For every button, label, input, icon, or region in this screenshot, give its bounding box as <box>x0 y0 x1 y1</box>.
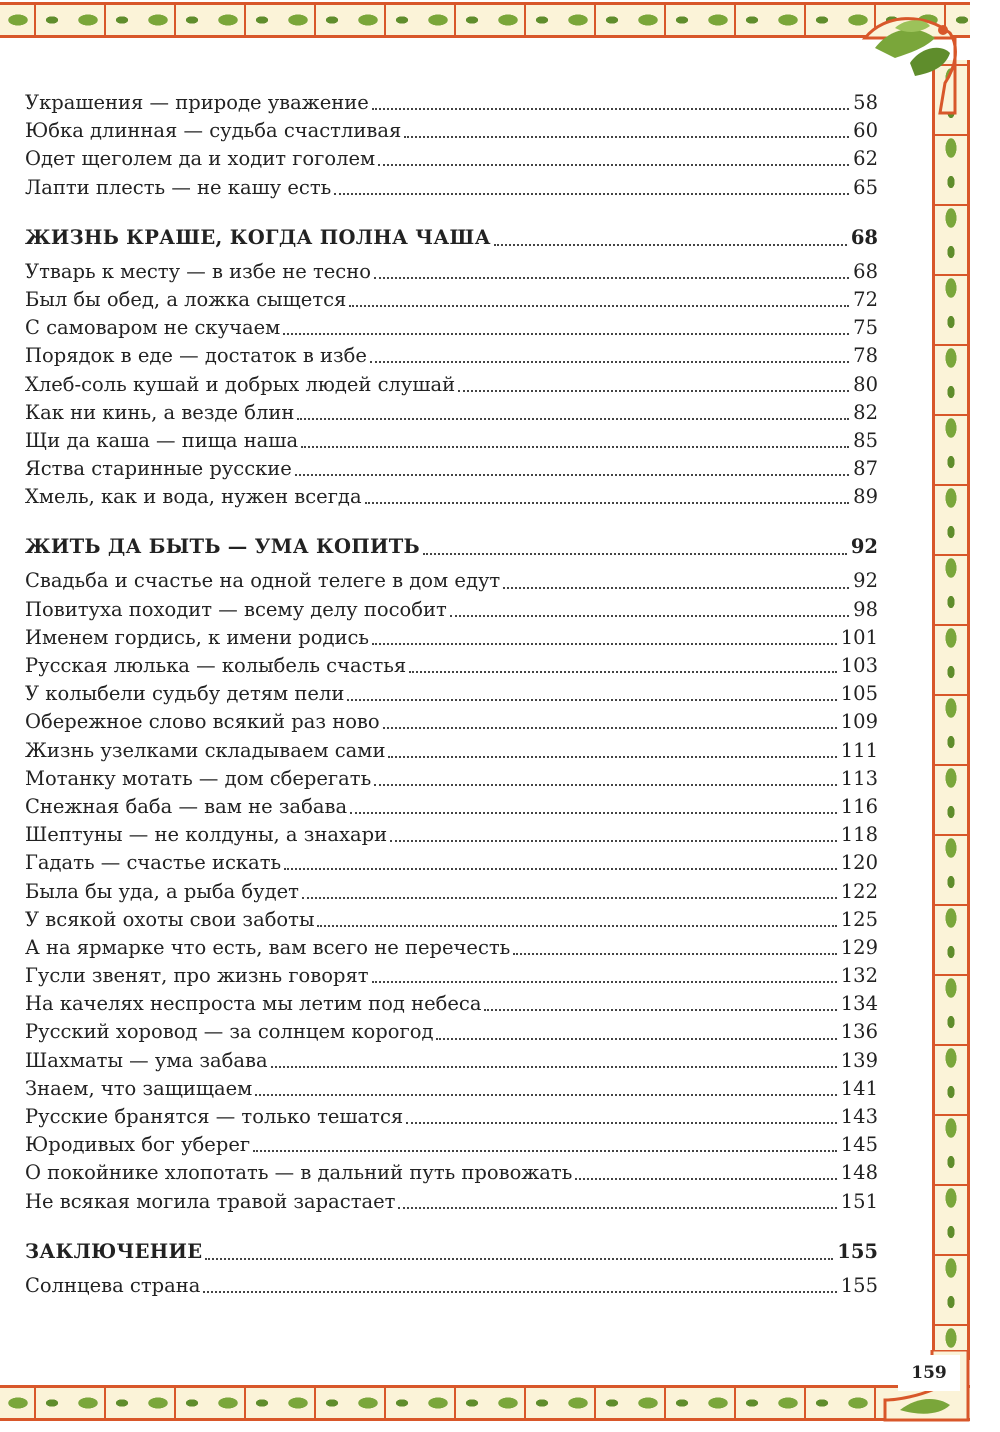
dot-leader <box>205 1258 833 1260</box>
toc-entry-title: Одет щеголем да и ходит гоголем <box>25 147 376 171</box>
toc-entry-title: У всякой охоты свои заботы <box>25 907 315 931</box>
toc-entry-page: 72 <box>853 287 878 311</box>
toc-entry-page: 103 <box>840 654 878 677</box>
toc-entry-page: 143 <box>840 1105 878 1128</box>
toc-entry-title: Украшения — природе уважение <box>25 91 369 114</box>
toc-entry <box>25 821 878 849</box>
toc-entry-title: Как ни кинь, а везде блин <box>25 400 295 424</box>
dot-leader <box>347 699 836 701</box>
toc-entry <box>25 624 878 652</box>
toc-entry-page: 122 <box>840 879 878 903</box>
ornament-border-bottom <box>0 1385 970 1421</box>
toc-entry <box>25 314 878 342</box>
dot-leader <box>374 277 849 279</box>
toc-entry <box>25 1188 878 1216</box>
toc-entry-page: 139 <box>840 1048 878 1072</box>
dot-leader <box>423 553 847 555</box>
dot-leader <box>370 361 849 363</box>
toc-entry-page: 113 <box>840 766 878 790</box>
ornament-border-right <box>932 60 970 1360</box>
toc-entry-page: 78 <box>853 344 878 368</box>
dot-leader <box>494 244 847 246</box>
toc-entry-page: 68 <box>850 225 878 249</box>
dot-leader <box>388 756 836 758</box>
toc-entry <box>25 567 878 595</box>
toc-entry-title: Мотанку мотать — дом сберегать <box>25 766 372 790</box>
toc-entry <box>25 990 878 1018</box>
dot-leader <box>374 784 837 786</box>
dot-leader <box>398 1207 836 1209</box>
toc-entry <box>25 1018 878 1046</box>
dot-leader <box>390 840 837 842</box>
toc-entry-page: 118 <box>840 823 878 847</box>
dot-leader <box>513 953 836 955</box>
toc-entry <box>25 765 878 793</box>
toc-entry-page: 155 <box>840 1273 878 1297</box>
toc-entry-title: У колыбели судьбу детям пели <box>25 682 345 706</box>
toc-entry-page: 65 <box>853 175 878 199</box>
toc-entry-page: 60 <box>853 119 878 143</box>
toc-entry <box>25 286 878 314</box>
toc-entry <box>25 371 878 399</box>
toc-entry-title: Яства старинные русские <box>25 457 292 481</box>
toc-entry-title: Щи да каша — пища наша <box>25 428 299 452</box>
dot-leader <box>255 1094 836 1096</box>
toc-entry <box>25 117 878 145</box>
toc-entry <box>25 680 878 708</box>
page-number: 159 <box>898 1355 960 1391</box>
toc-entry <box>25 652 878 680</box>
toc-entry-title: Русские бранятся — только тешатся <box>25 1105 404 1128</box>
toc-section-heading <box>25 1238 878 1268</box>
toc-entry-page: 141 <box>840 1076 878 1100</box>
toc-entry-title: Русский хоровод — за солнцем корогод <box>25 1020 434 1044</box>
dot-leader <box>253 1150 837 1152</box>
toc-entry-title: Свадьба и счастье на одной телеге в дом едут <box>25 569 501 593</box>
toc-entry-page: 105 <box>840 682 878 706</box>
toc-entry-page: 111 <box>840 738 878 762</box>
toc-entry-title: Знаем, что защищаем <box>25 1076 253 1100</box>
toc-entry-page: 132 <box>840 964 878 988</box>
toc-entry-title: Солнцева страна <box>25 1273 201 1297</box>
toc-entry <box>25 962 878 990</box>
toc-entry-page: 87 <box>853 457 878 481</box>
toc-entry <box>25 483 878 511</box>
dot-leader <box>372 108 849 110</box>
dot-leader <box>302 897 837 899</box>
dot-leader <box>297 418 849 420</box>
toc-entry-title: На качелях неспроста мы летим под небеса <box>25 992 482 1016</box>
toc-entry-title: Порядок в еде — достаток в избе <box>25 344 367 368</box>
toc-entry-title: Снежная баба — вам не забава <box>25 794 348 818</box>
dot-leader <box>450 615 849 617</box>
dot-leader <box>271 1066 837 1068</box>
dot-leader <box>317 925 836 927</box>
toc-entry <box>25 906 878 934</box>
toc-entry-page: 98 <box>853 597 878 621</box>
toc-entry-title: ЖИЗНЬ КРАШЕ, КОГДА ПОЛНА ЧАША <box>25 225 491 249</box>
toc-entry-title: ЗАКЛЮЧЕНИЕ <box>25 1239 203 1263</box>
toc-entry <box>25 145 878 173</box>
toc-entry-title: Повитуха походит — всему делу пособит <box>25 597 447 621</box>
dot-leader <box>406 1122 837 1124</box>
dot-leader <box>484 1009 836 1011</box>
toc-entry <box>25 849 878 877</box>
toc-entry <box>25 174 878 202</box>
dot-leader <box>436 1038 836 1040</box>
dot-leader <box>284 868 837 870</box>
toc-entry-page: 120 <box>840 851 878 875</box>
toc-entry-title: Гадать — счастье искать <box>25 851 282 875</box>
toc-entry-title: Была бы уда, а рыба будет <box>25 879 299 903</box>
toc-entry-title: Утварь к месту — в избе не тесно <box>25 259 371 283</box>
toc-entry-title: Обережное слово всякий раз ново <box>25 710 380 734</box>
dot-leader <box>301 446 849 448</box>
toc-entry-page: 134 <box>840 992 878 1016</box>
toc-entry-page: 151 <box>840 1189 878 1213</box>
dot-leader <box>372 981 837 983</box>
toc-entry <box>25 793 878 821</box>
toc-entry <box>25 737 878 765</box>
toc-entry <box>25 89 878 117</box>
table-of-contents <box>25 89 878 1300</box>
toc-entry-title: Русская люлька — колыбель счастья <box>25 654 407 677</box>
toc-entry <box>25 455 878 483</box>
dot-leader <box>383 727 837 729</box>
toc-entry-page: 82 <box>853 400 878 424</box>
toc-entry <box>25 934 878 962</box>
toc-entry <box>25 596 878 624</box>
toc-entry-page: 145 <box>840 1133 878 1157</box>
dot-leader <box>334 193 849 195</box>
toc-entry-title: Хмель, как и вода, нужен всегда <box>25 485 362 509</box>
toc-section-heading <box>25 224 878 254</box>
toc-entry <box>25 1131 878 1159</box>
toc-entry <box>25 1075 878 1103</box>
toc-entry-title: Именем гордись, к имени родись <box>25 625 370 649</box>
toc-entry-page: 125 <box>840 907 878 931</box>
dot-leader <box>349 305 849 307</box>
toc-entry-page: 75 <box>853 316 878 340</box>
toc-entry-page: 58 <box>853 91 878 114</box>
dot-leader <box>203 1291 836 1293</box>
toc-entry-page: 92 <box>850 535 878 559</box>
toc-entry-page: 116 <box>840 794 878 818</box>
toc-entry-page: 85 <box>853 428 878 452</box>
toc-entry-page: 68 <box>853 259 878 283</box>
dot-leader <box>409 671 837 673</box>
toc-entry <box>25 399 878 427</box>
toc-entry <box>25 1047 878 1075</box>
toc-entry-title: Юбка длинная — судьба счастливая <box>25 119 402 143</box>
toc-entry <box>25 878 878 906</box>
dot-leader <box>378 164 849 166</box>
toc-entry-page: 92 <box>853 569 878 593</box>
dot-leader <box>350 812 837 814</box>
toc-entry <box>25 1159 878 1187</box>
toc-entry <box>25 258 878 286</box>
dot-leader <box>295 474 849 476</box>
toc-entry-title: О покойнике хлопотать — в дальний путь провожать <box>25 1161 573 1185</box>
toc-entry-title: ЖИТЬ ДА БЫТЬ — УМА КОПИТЬ <box>25 535 420 559</box>
ornament-border-top <box>0 2 970 38</box>
toc-entry-title: Шахматы — ума забава <box>25 1048 268 1072</box>
toc-entry-page: 62 <box>853 147 878 171</box>
toc-entry-title: А на ярмарке что есть, вам всего не перечесть <box>25 935 511 959</box>
toc-entry-title: Не всякая могила травой зарастает <box>25 1189 396 1213</box>
toc-entry-page: 89 <box>853 485 878 509</box>
toc-entry-page: 109 <box>840 710 878 734</box>
toc-entry <box>25 342 878 370</box>
toc-entry-page: 80 <box>853 372 878 396</box>
toc-entry <box>25 708 878 736</box>
toc-entry-title: Хлеб-соль кушай и добрых людей слушай <box>25 372 456 396</box>
dot-leader <box>458 390 849 392</box>
toc-entry-title: Лапти плесть — не кашу есть <box>25 175 332 199</box>
dot-leader <box>365 502 850 504</box>
toc-entry-title: Шептуны — не колдуны, а знахари <box>25 823 388 847</box>
dot-leader <box>283 333 849 335</box>
toc-entry-title: Юродивых бог уберег <box>25 1133 251 1157</box>
dot-leader <box>503 587 849 589</box>
toc-entry-page: 136 <box>840 1020 878 1044</box>
toc-entry <box>25 1103 878 1131</box>
toc-section-heading <box>25 533 878 563</box>
toc-entry-page: 155 <box>837 1239 878 1263</box>
toc-entry <box>25 1272 878 1300</box>
dot-leader <box>575 1178 836 1180</box>
toc-entry-title: Жизнь узелками складываем сами <box>25 738 386 762</box>
toc-entry-page: 101 <box>840 625 878 649</box>
toc-entry <box>25 427 878 455</box>
dot-leader <box>372 643 837 645</box>
toc-entry-page: 129 <box>840 935 878 959</box>
toc-entry-page: 148 <box>840 1161 878 1185</box>
toc-entry-title: С самоваром не скучаем <box>25 316 281 340</box>
toc-entry-title: Был бы обед, а ложка сыщется <box>25 287 347 311</box>
dot-leader <box>404 136 849 138</box>
toc-entry-title: Гусли звенят, про жизнь говорят <box>25 964 369 988</box>
